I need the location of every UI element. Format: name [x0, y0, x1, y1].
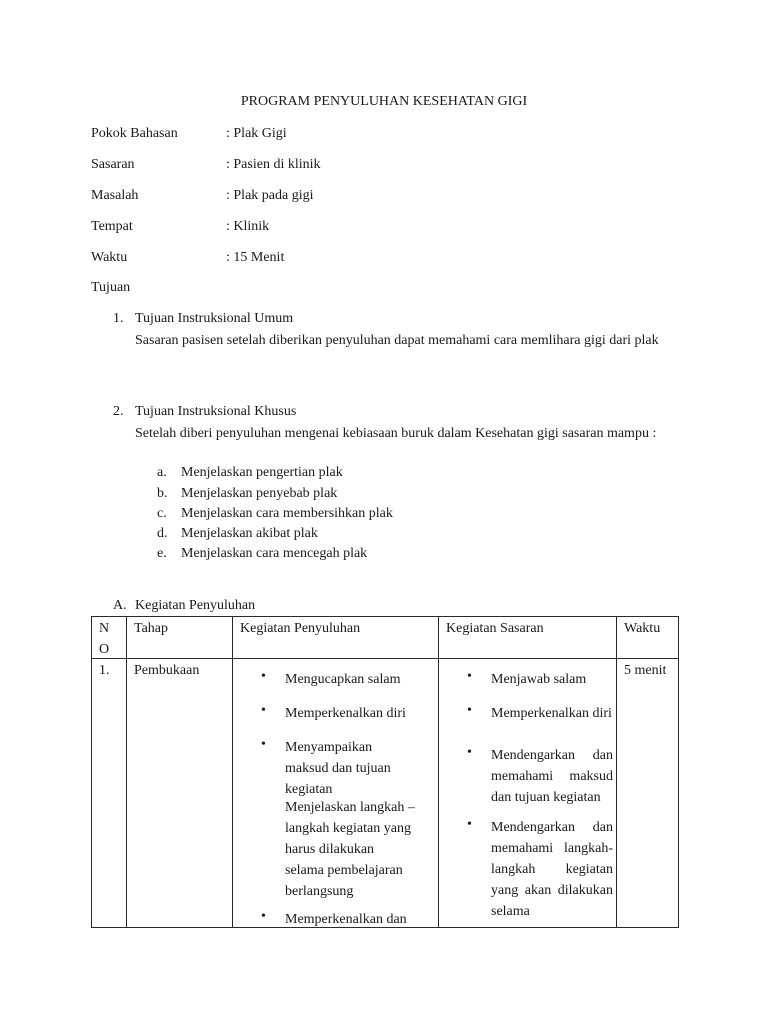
info-label-masalah: Masalah [91, 188, 139, 203]
penyuluhan-item: Memperkenalkan dan [285, 912, 407, 927]
tujuan-1-text: Sasaran pasisen setelah diberikan penyuluhan dapat memahami cara memlihara gigi dari plak [135, 333, 659, 348]
section-letter: A. [113, 598, 127, 613]
info-value-waktu: : 15 Menit [226, 250, 285, 265]
header-tahap: Tahap [127, 617, 233, 659]
list-letter-b: b. [157, 486, 168, 501]
cell-no: 1. [92, 659, 127, 928]
sasaran-item: Menjawab salam [491, 672, 587, 687]
tujuan-1-number: 1. [113, 311, 124, 326]
list-item-a: Menjelaskan pengertian plak [181, 465, 343, 480]
header-kegiatan-sasaran: Kegiatan Sasaran [439, 617, 617, 659]
document-title: PROGRAM PENYULUHAN KESEHATAN GIGI [240, 94, 528, 109]
info-label-waktu: Waktu [91, 250, 128, 265]
list-item-e: Menjelaskan cara mencegah plak [181, 546, 368, 561]
penyuluhan-item: Menyampaikan maksud dan tujuan kegiatan [285, 740, 391, 797]
cell-waktu: 5 menit [617, 659, 679, 928]
tujuan-2-heading: Tujuan Instruksional Khusus [135, 404, 297, 419]
tujuan-2-text: Setelah diberi penyuluhan mengenai kebiasaan buruk dalam Kesehatan gigi sasaran mampu : [135, 426, 657, 441]
list-letter-d: d. [157, 526, 168, 541]
list-letter-a: a. [157, 465, 167, 480]
cell-tahap: Pembukaan [127, 659, 233, 928]
section-title: Kegiatan Penyuluhan [135, 598, 256, 613]
header-kegiatan-penyuluhan: Kegiatan Penyuluhan [233, 617, 439, 659]
list-letter-e: e. [157, 546, 167, 561]
kegiatan-table [91, 616, 679, 928]
penyuluhan-item: Mengucapkan salam [285, 672, 401, 687]
info-value-pokok-bahasan: : Plak Gigi [226, 126, 287, 141]
header-waktu: Waktu [617, 617, 679, 659]
info-value-masalah: : Plak pada gigi [226, 188, 314, 203]
header-no: N O [92, 617, 127, 659]
info-label-tempat: Tempat [91, 219, 133, 234]
table-header-row [92, 617, 679, 659]
penyuluhan-item: Memperkenalkan diri [285, 706, 406, 721]
sasaran-item: Memperkenalkan diri [491, 706, 612, 721]
sasaran-item: Mendengarkan dan memahami maksud dan tujuan kegiatan [491, 748, 613, 805]
tujuan-1-heading: Tujuan Instruksional Umum [135, 311, 294, 326]
info-label-sasaran: Sasaran [91, 157, 135, 172]
list-item-b: Menjelaskan penyebab plak [181, 486, 338, 501]
tujuan-heading: Tujuan [91, 280, 131, 295]
penyuluhan-item: Menjelaskan langkah – langkah kegiatan yang harus dilakukan selama pembelajaran berlangsung [285, 800, 415, 899]
table-row [92, 659, 679, 928]
list-item-d: Menjelaskan akibat plak [181, 526, 318, 541]
info-value-sasaran: : Pasien di klinik [226, 157, 321, 172]
cell-kegiatan-sasaran: • Menjawab salam • Memperkenalkan diri • Mendengarkan dan memahami maksud dan tujuan kegiatan • Mendengarkan dan memahami langkah- langkah kegiatan yang akan dilakukan selama [439, 659, 617, 928]
info-value-tempat: : Klinik [226, 219, 270, 234]
list-item-c: Menjelaskan cara membersihkan plak [181, 506, 393, 521]
info-label-pokok-bahasan: Pokok Bahasan [91, 126, 178, 141]
sasaran-item: Mendengarkan dan memahami langkah- langkah kegiatan yang akan dilakukan selama [491, 820, 613, 919]
tujuan-2-number: 2. [113, 404, 124, 419]
cell-kegiatan-penyuluhan: • Mengucapkan salam • Memperkenalkan diri • Menyampaikan maksud dan tujuan kegiatan Menjelaskan langkah – langkah kegiatan yang harus dilakukan selama pembelajaran berlangsung • Memperkenalkan dan [233, 659, 439, 928]
list-letter-c: c. [157, 506, 167, 521]
